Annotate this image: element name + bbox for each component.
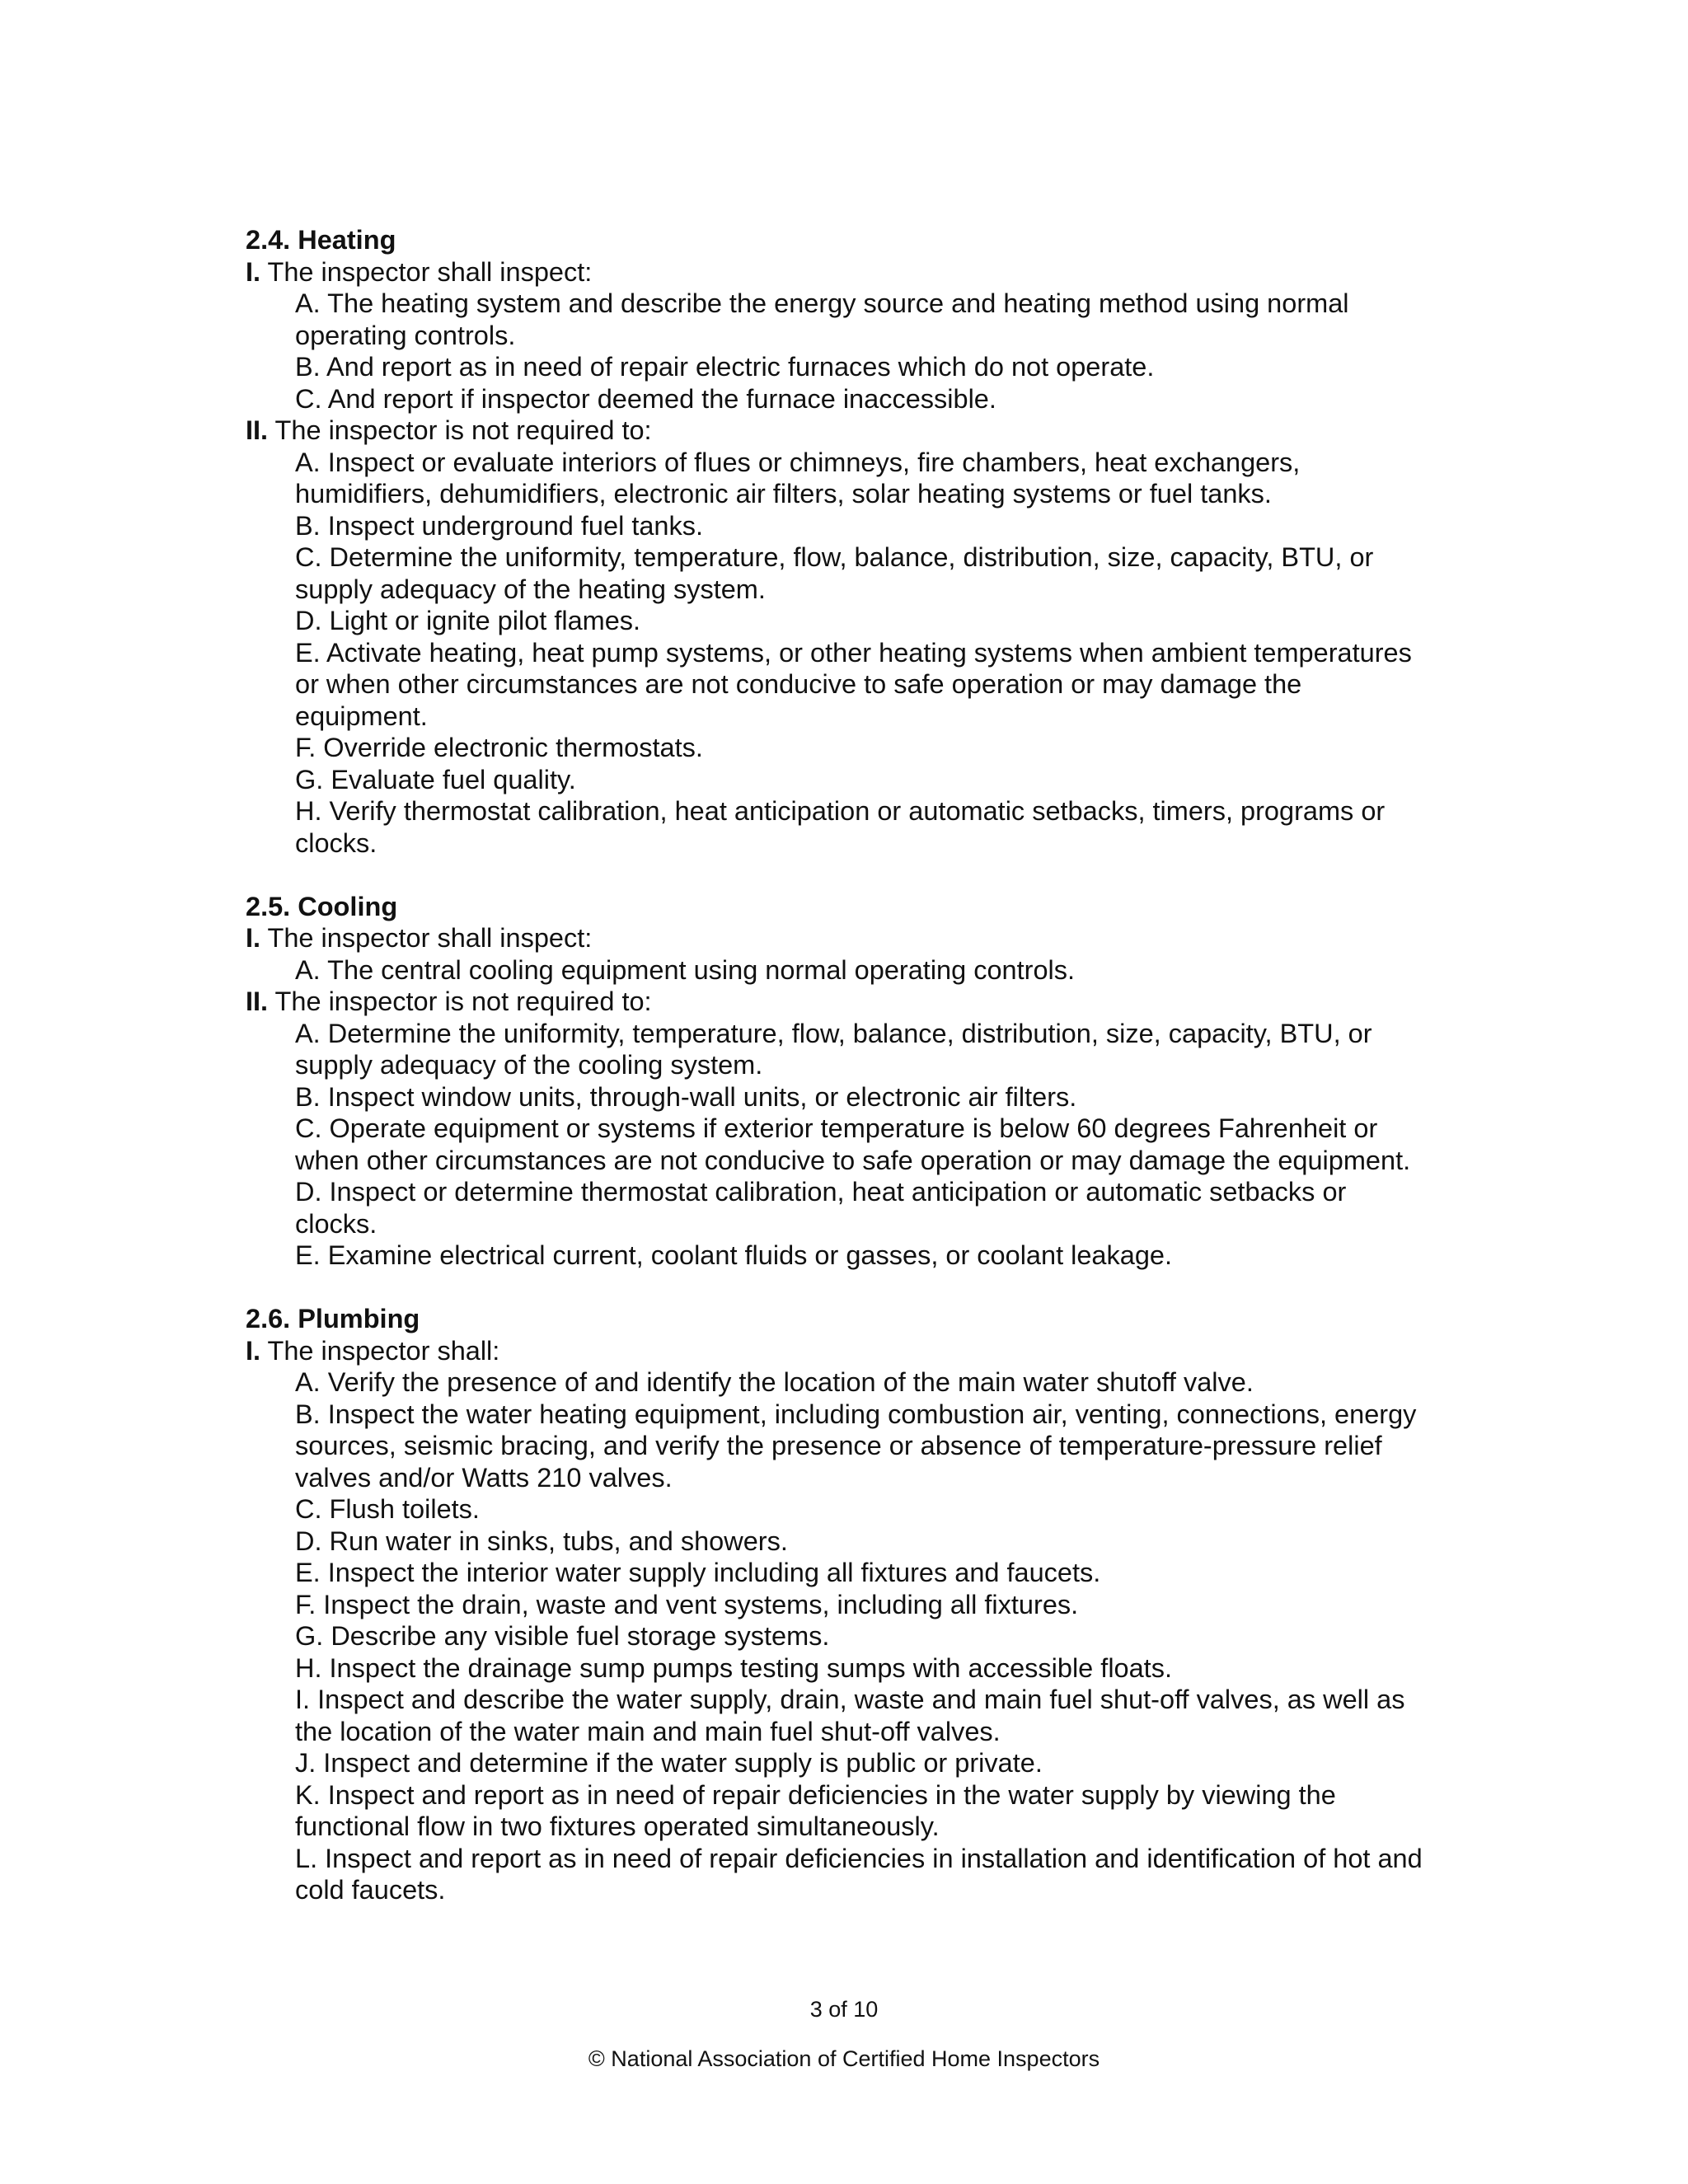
part-numeral: II. <box>246 415 269 445</box>
list-item: E. Examine electrical current, coolant fluids or gasses, or coolant leakage. <box>295 1240 1173 1270</box>
list-item: G. Describe any visible fuel storage systems. <box>295 1621 830 1651</box>
list-item: A. The central cooling equipment using normal operating controls. <box>295 954 1076 985</box>
list-item: K. Inspect and report as in need of repair deficiencies in the water supply by viewing the functional flow in two fixtures operated simultaneously. <box>295 1779 1336 1841</box>
list-item: G. Evaluate fuel quality. <box>295 764 576 794</box>
list-item: J. Inspect and determine if the water supply is public or private. <box>295 1748 1043 1778</box>
part-shall-inspect <box>246 256 1429 415</box>
document-body <box>246 224 1429 1938</box>
list-item: H. Inspect the drainage sump pumps testing sumps with accessible floats. <box>295 1652 1172 1683</box>
part-intro: The inspector shall inspect: <box>260 923 593 953</box>
part-numeral: I. <box>246 256 261 287</box>
list-item: C. And report if inspector deemed the furnace inaccessible. <box>295 383 996 414</box>
part-not-required <box>246 986 1429 1272</box>
list-item: A. Verify the presence of and identify the location of the main water shutoff valve. <box>295 1367 1254 1397</box>
copyright-notice: © National Association of Certified Home Inspectors <box>588 2046 1100 2071</box>
section-title: 2.5. Cooling <box>246 891 398 921</box>
list-item: B. Inspect the water heating equipment, including combustion air, venting, connections, energy sources, seismic bracing, and verify the presence or absence of temperature-pressure relief valves and/or Watts 210 valves. <box>295 1399 1417 1493</box>
part-intro: The inspector shall: <box>260 1335 500 1366</box>
section-plumbing <box>246 1303 1429 1906</box>
list-item: B. Inspect underground fuel tanks. <box>295 510 704 541</box>
list-item: C. Operate equipment or systems if exterior temperature is below 60 degrees Fahrenheit or when other circumstances are not conducive to safe operation or may damage the equipment. <box>295 1113 1411 1175</box>
list-item: E. Inspect the interior water supply including all fixtures and faucets. <box>295 1558 1101 1587</box>
section-heating <box>246 224 1429 859</box>
section-title: 2.4. Heating <box>246 225 396 255</box>
section-title: 2.6. Plumbing <box>246 1304 420 1333</box>
list-item: A. Determine the uniformity, temperature, flow, balance, distribution, size, capacity, BTU, or supply adequacy of the cooling system. <box>295 1018 1372 1080</box>
section-cooling <box>246 891 1429 1272</box>
list-item: F. Override electronic thermostats. <box>295 733 703 762</box>
part-intro: The inspector shall inspect: <box>260 256 593 287</box>
list-item: D. Inspect or determine thermostat calibration, heat anticipation or automatic setbacks or clocks. <box>295 1177 1347 1239</box>
page-number: 3 of 10 <box>809 1997 879 2022</box>
part-numeral: II. <box>246 987 269 1016</box>
part-not-required <box>246 415 1429 859</box>
list-item: B. And report as in need of repair electric furnaces which do not operate. <box>295 352 1155 382</box>
list-item: D. Run water in sinks, tubs, and showers. <box>295 1526 788 1556</box>
list-item: I. Inspect and describe the water supply, drain, waste and main fuel shut-off valves, as well as the location of the water main and main fuel shut-off valves. <box>295 1685 1405 1746</box>
list-item: B. Inspect window units, through-wall units, or electronic air filters. <box>295 1081 1077 1112</box>
part-intro: The inspector is not required to: <box>268 987 652 1016</box>
list-item: A. Inspect or evaluate interiors of flues or chimneys, fire chambers, heat exchangers, humidifiers, dehumidifiers, electronic air filters, solar heating systems or fuel tanks. <box>295 447 1301 509</box>
list-item: A. The heating system and describe the energy source and heating method using normal operating controls. <box>295 288 1349 350</box>
list-item: F. Inspect the drain, waste and vent systems, including all fixtures. <box>295 1589 1079 1619</box>
list-item: C. Determine the uniformity, temperature, flow, balance, distribution, size, capacity, BTU, or supply adequacy of the heating system. <box>295 542 1374 604</box>
part-intro: The inspector is not required to: <box>268 415 652 445</box>
part-shall <box>246 1335 1429 1906</box>
list-item: C. Flush toilets. <box>295 1494 480 1524</box>
list-item: L. Inspect and report as in need of repair deficiencies in installation and identification of hot and cold faucets. <box>295 1843 1423 1905</box>
part-numeral: I. <box>246 1335 261 1366</box>
part-numeral: I. <box>246 923 261 953</box>
list-item: H. Verify thermostat calibration, heat anticipation or automatic setbacks, timers, programs or clocks. <box>295 796 1386 858</box>
list-item: E. Activate heating, heat pump systems, or other heating systems when ambient temperatures or when other circumstances are not conducive to safe operation or may damage the equipment. <box>295 637 1412 731</box>
list-item: D. Light or ignite pilot flames. <box>295 606 641 635</box>
part-shall-inspect <box>246 922 1429 986</box>
